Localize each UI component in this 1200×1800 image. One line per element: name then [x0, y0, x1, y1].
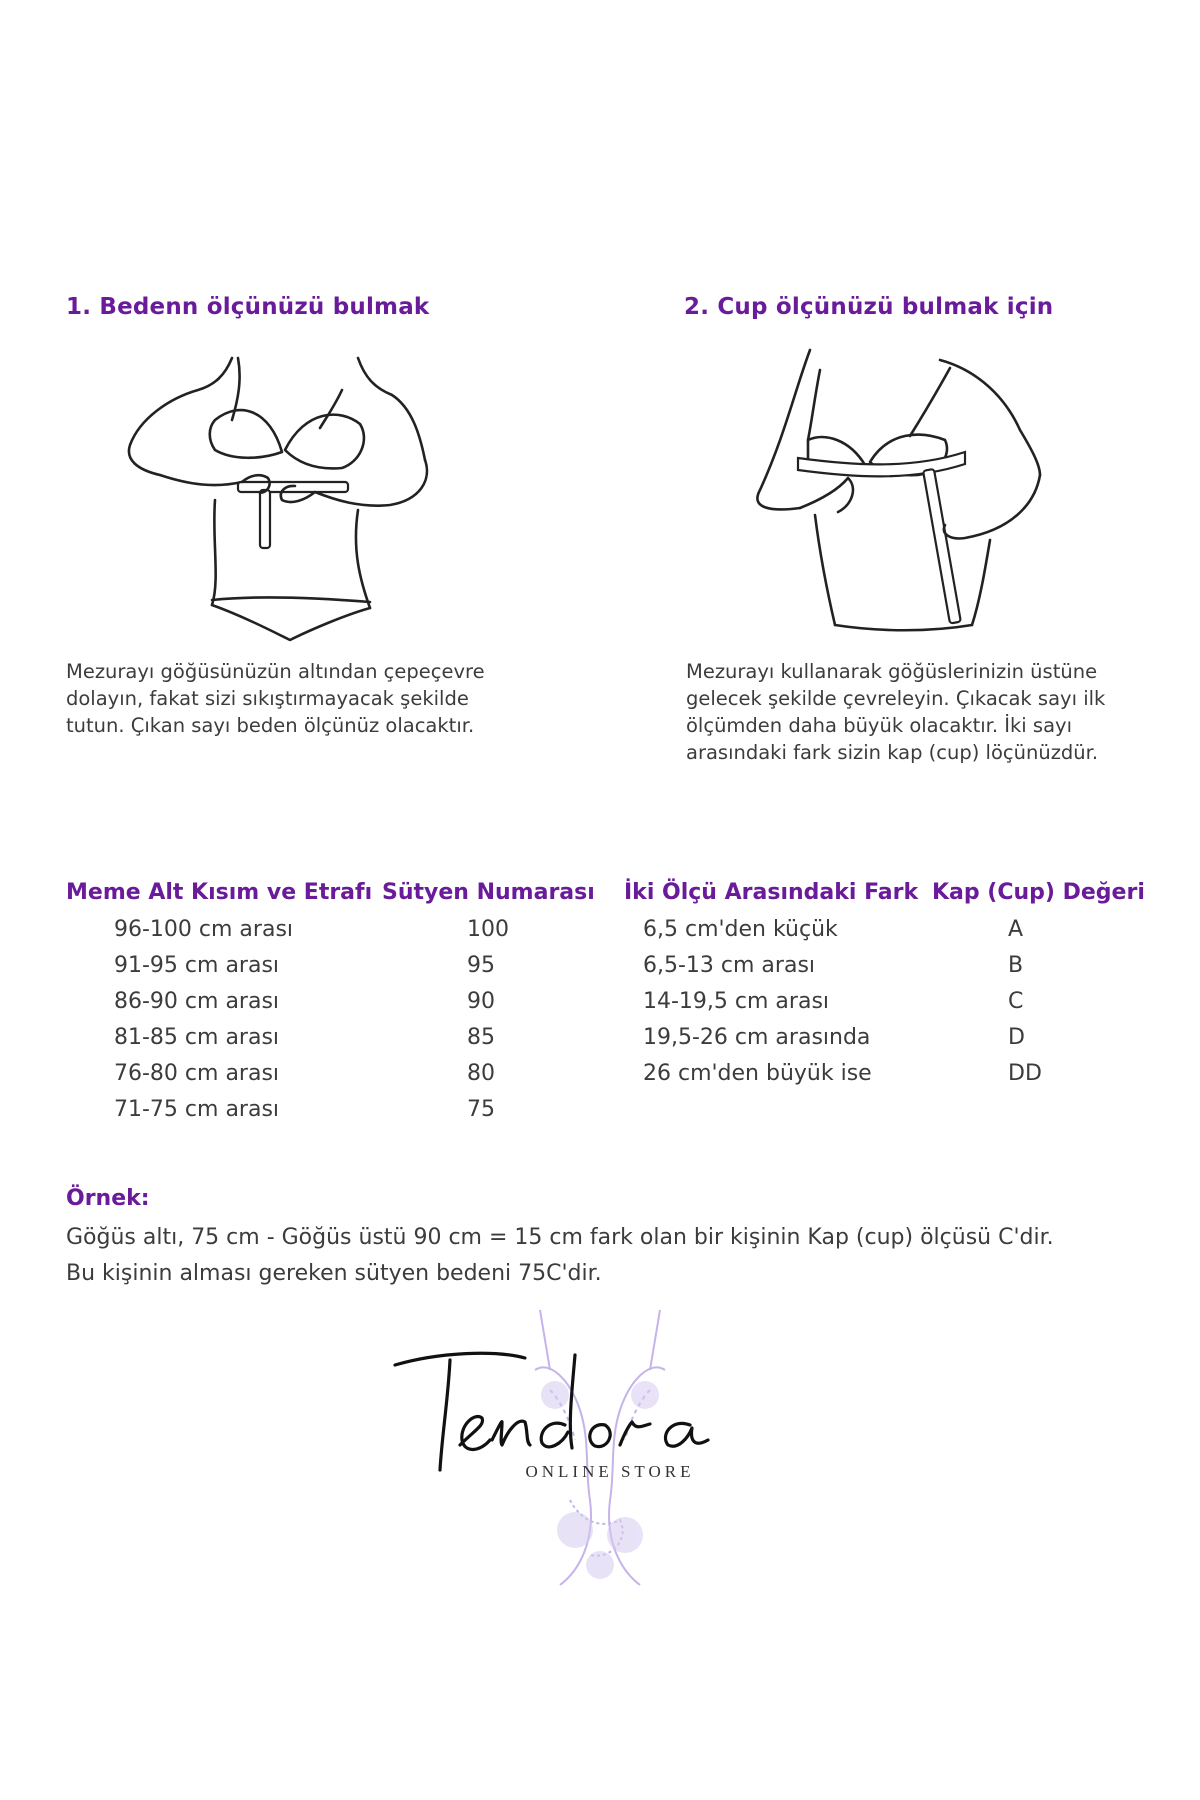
- cup-table-header-difference: İki Ölçü Arasındaki Fark: [624, 880, 919, 905]
- band-size-cell: 75: [467, 1097, 495, 1122]
- logo-tagline: ONLINE STORE: [525, 1462, 695, 1481]
- cup-difference-cell: 14-19,5 cm arası: [643, 989, 830, 1014]
- band-size-cell: 85: [467, 1025, 495, 1050]
- section2-line: Mezurayı kullanarak göğüslerinizin üstüne: [686, 660, 1098, 683]
- cup-value-cell: D: [1008, 1025, 1025, 1050]
- section2-description: [686, 658, 1105, 766]
- band-size-cell: 100: [467, 917, 509, 942]
- band-size-cell: 90: [467, 989, 495, 1014]
- section1-description: [66, 658, 485, 739]
- cup-value-cell: C: [1008, 989, 1024, 1014]
- band-table-header-measure: Meme Alt Kısım ve Etrafı: [66, 880, 373, 905]
- band-range-cell: 86-90 cm arası: [114, 989, 280, 1014]
- cup-value-cell: A: [1008, 917, 1024, 942]
- section2-title: 2. Cup ölçünüzü bulmak için: [684, 294, 1054, 320]
- example-line: Göğüs altı, 75 cm - Göğüs üstü 90 cm = 15 cm fark olan bir kişinin Kap (cup) ölçüsü C'dir.: [66, 1225, 1054, 1250]
- example-line: Bu kişinin alması gereken sütyen bedeni 75C'dir.: [66, 1261, 602, 1286]
- cup-value-cell: B: [1008, 953, 1024, 978]
- section1-title: 1. Bedenn ölçünüzü bulmak: [66, 294, 430, 320]
- band-measure-illustration: [120, 340, 450, 640]
- band-range-cell: 81-85 cm arası: [114, 1025, 280, 1050]
- example-text: [66, 1220, 1156, 1292]
- band-range-cell: 96-100 cm arası: [114, 917, 294, 942]
- section2-line: arasındaki fark sizin kap (cup) löçünüzdür.: [686, 741, 1099, 764]
- cup-table-header-cup: Kap (Cup) Değeri: [932, 880, 1145, 905]
- cup-measure-illustration: [740, 340, 1070, 640]
- cup-difference-cell: 19,5-26 cm arasında: [643, 1025, 871, 1050]
- cup-value-cell: DD: [1008, 1061, 1042, 1086]
- band-size-cell: 80: [467, 1061, 495, 1086]
- band-range-cell: 71-75 cm arası: [114, 1097, 280, 1122]
- cup-difference-cell: 6,5-13 cm arası: [643, 953, 816, 978]
- section2-line: gelecek şekilde çevreleyin. Çıkacak sayı ilk: [686, 687, 1106, 710]
- brand-logo: [370, 1300, 830, 1600]
- cup-difference-cell: 26 cm'den büyük ise: [643, 1061, 872, 1086]
- section1-line: tutun. Çıkan sayı beden ölçünüz olacaktır.: [66, 714, 475, 737]
- band-range-cell: 91-95 cm arası: [114, 953, 280, 978]
- cup-difference-cell: 6,5 cm'den küçük: [643, 917, 838, 942]
- section1-line: dolayın, fakat sizi sıkıştırmayacak şekilde: [66, 687, 469, 710]
- band-range-cell: 76-80 cm arası: [114, 1061, 280, 1086]
- section1-line: Mezurayı göğüsünüzün altından çepeçevre: [66, 660, 485, 683]
- band-table-header-size: Sütyen Numarası: [382, 880, 595, 905]
- example-title: Örnek:: [66, 1186, 150, 1211]
- band-size-cell: 95: [467, 953, 495, 978]
- section2-line: ölçümden daha büyük olacaktır. İki sayı: [686, 714, 1072, 737]
